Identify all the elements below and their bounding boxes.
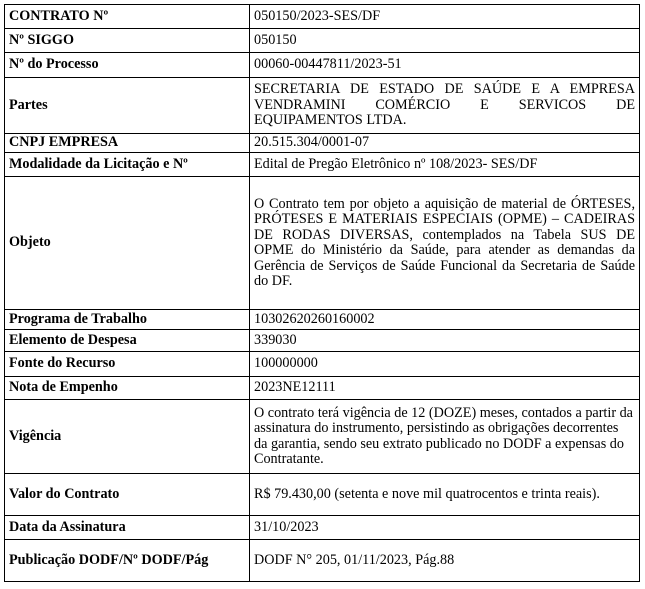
table-row <box>5 540 640 582</box>
table-row <box>5 474 640 516</box>
row-label-assinatura: Data da Assinatura <box>5 516 250 540</box>
row-value-siggo: 050150 <box>250 29 640 53</box>
row-label-siggo: Nº SIGGO <box>5 29 250 53</box>
row-label-modalidade: Modalidade da Licitação e Nº <box>5 153 250 177</box>
row-value-contrato: 050150/2023-SES/DF <box>250 5 640 29</box>
row-value-processo: 00060-00447811/2023-51 <box>250 53 640 78</box>
table-row <box>5 352 640 377</box>
table-row <box>5 5 640 29</box>
table-row <box>5 153 640 177</box>
row-label-publicacao: Publicação DODF/Nº DODF/Pág <box>5 540 250 582</box>
row-value-cnpj: 20.515.304/0001-07 <box>250 134 640 153</box>
row-label-elemento: Elemento de Despesa <box>5 330 250 352</box>
row-value-partes: SECRETARIA DE ESTADO DE SAÚDE E A EMPRESA VENDRAMINI COMÉRCIO E SERVICOS DE EQUIPAMENTOS LTDA. <box>250 78 640 134</box>
row-label-fonte: Fonte do Recurso <box>5 352 250 377</box>
row-value-objeto: O Contrato tem por objeto a aquisição de material de ÓRTESES, PRÓTESES E MATERIAIS ESPECIAIS (OPME) – CADEIRAS DE RODAS DIVERSAS, contemplados na Tabela SUS DE OPME do Ministério da Saúde, para atender as demandas da Gerência de Serviços de Saúde Funcional da Secretaria de Saúde do DF. <box>250 177 640 310</box>
row-value-valor: R$ 79.430,00 (setenta e nove mil quatrocentos e trinta reais). <box>250 474 640 516</box>
table-row <box>5 310 640 330</box>
row-value-assinatura: 31/10/2023 <box>250 516 640 540</box>
row-label-empenho: Nota de Empenho <box>5 377 250 400</box>
contract-summary <box>4 4 640 582</box>
table-row <box>5 177 640 310</box>
row-label-valor: Valor do Contrato <box>5 474 250 516</box>
row-label-objeto: Objeto <box>5 177 250 310</box>
table-row <box>5 78 640 134</box>
table-row <box>5 29 640 53</box>
row-value-fonte: 100000000 <box>250 352 640 377</box>
contract-table <box>4 4 640 582</box>
table-row <box>5 53 640 78</box>
table-row <box>5 377 640 400</box>
row-label-processo: Nº do Processo <box>5 53 250 78</box>
row-value-empenho: 2023NE12111 <box>250 377 640 400</box>
row-label-partes: Partes <box>5 78 250 134</box>
table-row <box>5 516 640 540</box>
table-row <box>5 134 640 153</box>
table-row <box>5 330 640 352</box>
row-label-programa: Programa de Trabalho <box>5 310 250 330</box>
row-value-modalidade: Edital de Pregão Eletrônico nº 108/2023- SES/DF <box>250 153 640 177</box>
row-label-contrato: CONTRATO Nº <box>5 5 250 29</box>
row-label-vigencia: Vigência <box>5 400 250 474</box>
row-value-vigencia: O contrato terá vigência de 12 (DOZE) meses, contados a partir da assinatura do instrumento, persistindo as obrigações decorrentes da garantia, sendo seu extrato publicado no DODF a expensas do Contratante. <box>250 400 640 474</box>
row-value-elemento: 339030 <box>250 330 640 352</box>
row-value-programa: 10302620260160002 <box>250 310 640 330</box>
row-label-cnpj: CNPJ EMPRESA <box>5 134 250 153</box>
table-row <box>5 400 640 474</box>
row-value-publicacao: DODF N° 205, 01/11/2023, Pág.88 <box>250 540 640 582</box>
